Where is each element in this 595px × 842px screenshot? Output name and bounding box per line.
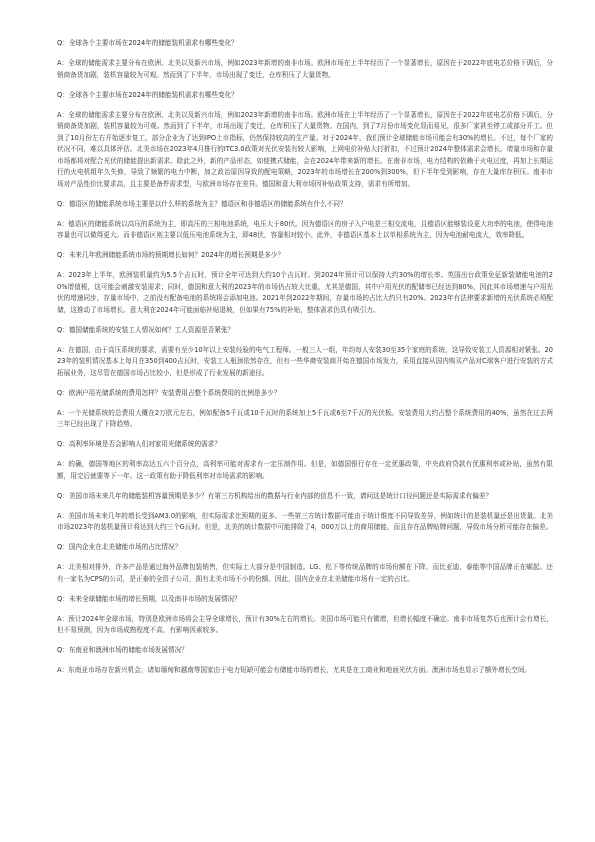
question-text: Q：德国储能系统的安装工人情况如何？工人资源是否紧张？ — [57, 325, 235, 334]
qa-item — [57, 491, 553, 534]
qa-item — [57, 199, 553, 242]
qa-item — [57, 325, 553, 380]
answer-text: A：预计2024年全球市场，特别是欧洲市场将会主导全球增长，预计有30%左右的增长。美国市场可能只有微增，但增长幅度不确定。南非市场复苏后也预计会有增长，但不易预测，因为市场成熟程度不高，有影响因素较多。 — [57, 614, 553, 634]
answer-text: A：全球的储能需求主要分布在欧洲、北美以及新兴市场，例如2023年新增的南非市场。欧洲市场在上半年经历了一个显著增长，原因在于2022年底电芯价格下调后，分销商备货加剧，装机容量较为可观。然而到了下半年，市场出现了变迁，仓库积压了大量货物。 — [57, 59, 553, 79]
answer-text: A：的确，德国等地区的利率高达五六个百分点，高利率可能对需求有一定压制作用。但是，如德国银行存在一定优惠政策，中央政府贷款有优惠利率或补贴，虽然有限额，用完后就要等下一年。这一政策有助于降低利率对市场需求的影响。 — [57, 460, 553, 480]
answer-text: A：东南亚市场存在新兴机会，诸如缅甸和越南等国家由于电力短缺可能会有储能市场的增长，尤其是在工商业和地面光伏方面。澳洲市场也显示了额外增长空间。 — [57, 666, 532, 674]
answer-text: A：在德国，由于高压系统的要求，需要有至少10年以上安装经验的电气工程师。一般三人一组，年均每人安装30至35个家庭的系统，这导致安装工人资源相对紧张。2023年的装机情况基本上每月在350到400吉瓦时，安装工人瓶颈依然存在，但有一些华裔安装商开始在德国市场发力，采用直接从国内购买产品对C端客户进行安装的方式拓展业务，这尽管在德国市场占比较小，但是形成了行业发展的新途径。 — [57, 345, 553, 377]
question-text: Q：全球各个主要市场在2024年的储能装机需求有哪些变化？ — [57, 90, 238, 99]
question-text: Q：全球各个主要市场在2024年的储能装机需求有哪些变化？ — [57, 39, 238, 47]
answer-text: A：美国市场未来几年的增长受到AM3.0的影响，但实际需求比预期的更多。一些第三方统计数据可能由于统计维度不同导致差异，例如统计的是装机量还是出货量。北美市场2023年的装机量预计将达到大约三个G瓦时。但是，北美的统计数据中可能排除了4，000万以上的商用储能，而且存在品牌贴牌问题，导致市场分析可能存在偏差。 — [57, 511, 553, 531]
qa-item — [57, 38, 553, 81]
answer-text: A：全球的储能需求主要分布在欧洲、北美以及新兴市场，例如2023年新增的南非市场。欧洲市场在上半年经历了一个显著增长，原因在于2022年底电芯价格下调后，分销商备货加剧，装机容量较为可观。然而到了下半年，市场出现了变迁，仓库积压了大量货物。在国内，到了7月份市场变化显而易见，很多厂家甚至停工或部分开工。但到了10月份左右开始逐步复工，部分企业为了达到IPO上市指标，仍然保持较高的生产量。对于2024年，我们预计全球储能市场可能会有30%的增长。不过，每个厂家的状况不同，难以具体评估。北美市场在2023年4月推行的ITC3.0政策对光伏安装有较大影响，上网电价补贴大打折扣，不过预计2024年整体需求会增长。增量市场和存量市场都将对配合光伏的储能提出新需求。除此之外，新的产品形态，如便携式储能，会在2024年带来新的增长。在南非市场，电力结构的依赖于火电过度，再加上长期运行的火电机组年久失修，导致了频繁的电力中断，加之政治原因导致的配电策略，2023年的市场增长在200%到300%，但下半年受到影响，存在大量库存积压。南非市场对产品性价比要求高，且主要是备件需求型，与欧洲市场存在差异。德国和意大利市场因补贴政策支持，需求有所增加。 — [57, 110, 553, 188]
question-text: Q：国内企业在北美储能市场的占比情况？ — [57, 543, 182, 551]
qa-item — [57, 594, 553, 637]
question-text: Q：高利率环境是否会影响人们对家用光储系统的需求？ — [57, 440, 221, 448]
qa-item — [57, 439, 553, 482]
question-text: Q：美国市场未来几年的储能装机容量预期是多少？有第三方机构给出的数据与行业内部的信息不一致，请问这是统计口径问题还是实际需求有偏差？ — [57, 491, 493, 500]
answer-text: A：德语区的储能系统以高压的系统为主，即高压的三相电池系统，电压大于80伏。因为德语区的房子入户电是三相交流电，且德语区能够装设更大功率的电池，使得电池容量也可以做得更大。而非德语区则主要以低压电池系统为主，即48伏，容量相对较小。此外，非德语区基本上以单相系统为主，因为电池耐电流大，效率降低。 — [57, 219, 553, 239]
qa-item — [57, 90, 553, 191]
qa-item — [57, 388, 553, 431]
answer-text: A：一个光储系统的总费用大概在2万欧元左右，例如配备5千瓦或10千瓦时的系统加上5千瓦或6至7千瓦的光伏板。安装费用大约占整个系统费用的40%，虽然在过去两三年已经出现了下降趋势。 — [57, 408, 553, 428]
qa-item — [57, 542, 553, 585]
question-text: Q：欧洲户用光储系统的费用怎样？安装费用占整个系统费用的比例是多少？ — [57, 388, 281, 397]
qa-item — [57, 645, 553, 677]
answer-text: A：2023年上半年，欧洲装机量约为5.5个吉瓦时，预计全年可达到大约10个吉瓦时。到2024年预计可以保持大约30%的增长率。英国出台政策免征新装储能电池的20%增值税，这可能会刺激安装需求；同时，德国和意大利的2023年的市场仍占较大比重，尤其是德国，其中户用光伏的配储率已经达到80%，因此其市场增速与户用光伏的增速同步，存量市场中，之前没有配备电池的系统将会添加电池。2021年到2022年期间，存量市场的占比大约只有20%。2023年有法律要求新增的光伏系统必须配储，这推动了市场增长。意大利在2024年可能面临补贴退坡，但如果有75%的补贴，整体需求仍具有吸引力。 — [57, 271, 553, 314]
question-text: Q：未来全球储能市场的增长预期，以及南非市场的发展情况？ — [57, 594, 241, 603]
question-text: Q：未来几年欧洲储能系统市场的预期增长如何？2024年的增长预期是多少？ — [57, 251, 285, 259]
qa-item — [57, 250, 553, 316]
question-text: Q：东南亚和澳洲市场的储能市场发展情况？ — [57, 646, 188, 654]
answer-text: A：北美相对排外，许多产品是通过海外品牌包装销售，但实际上大部分是中国制造。LG、松下等传统品牌的市场份额在下降，而比亚迪、泰能等中国品牌正在崛起。还有一家名为CPS的公司，是正泰的全资子公司，拥有北美市场不小的份额。因此，国内企业在北美储能市场有一定的占比。 — [57, 563, 553, 583]
question-text: Q：德语区的储能系统市场主要是以什么样的系统为主？德语区和非德语区的储能系统有什么不同？ — [57, 199, 347, 208]
